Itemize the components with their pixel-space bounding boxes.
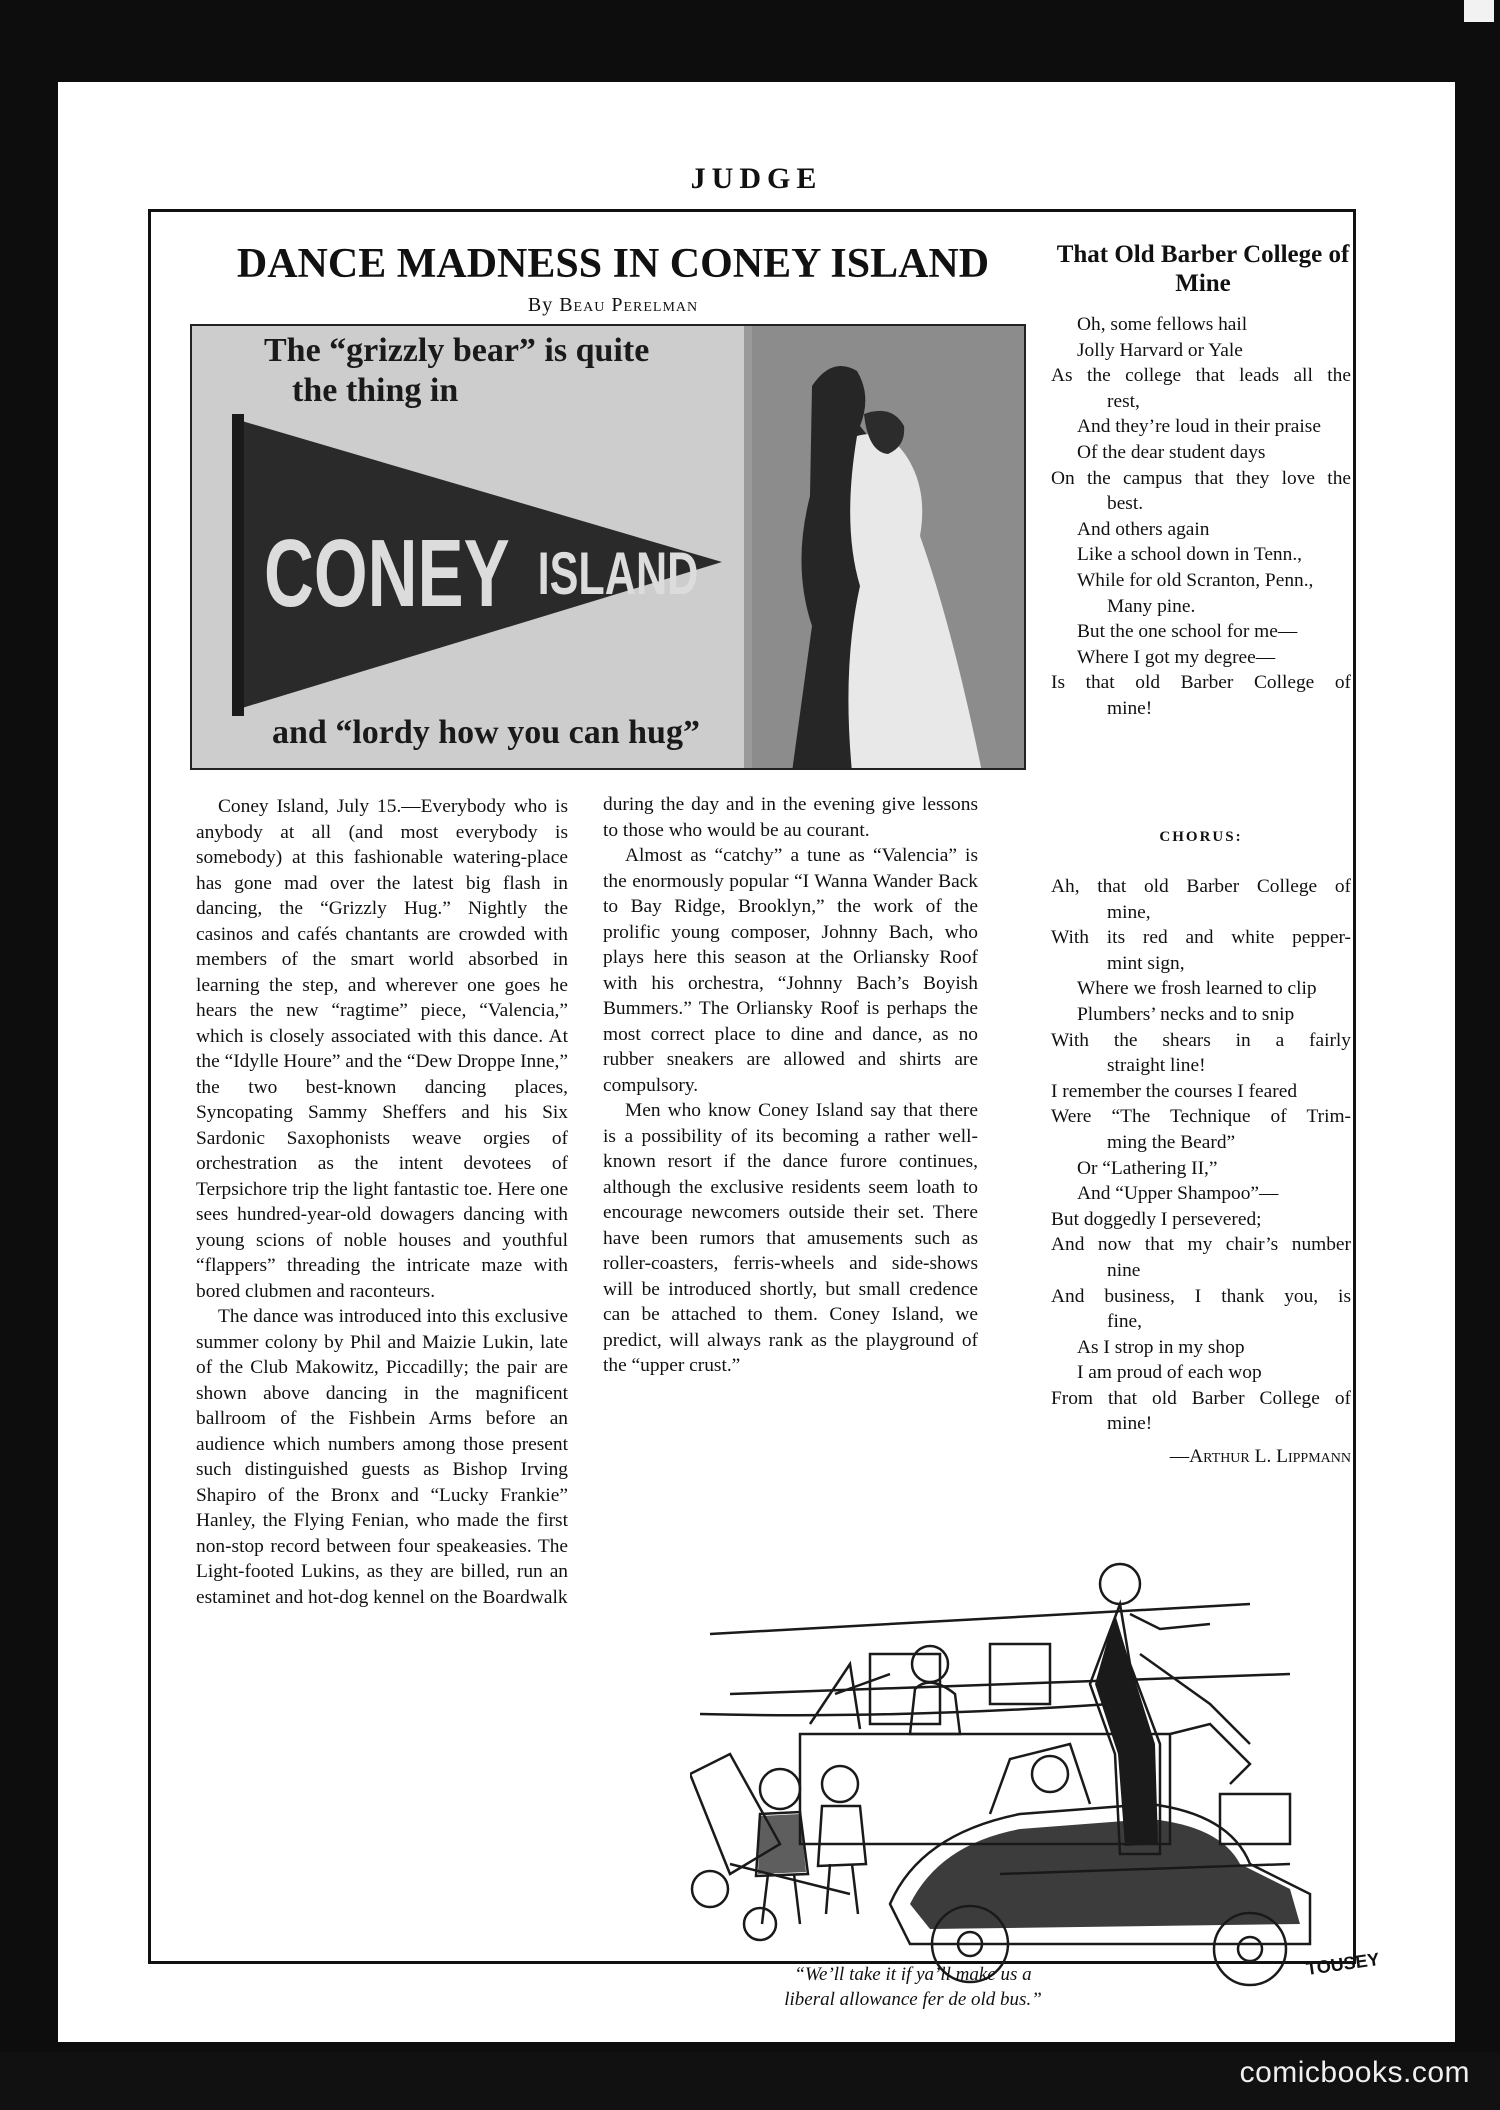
poem-verse-1 bbox=[1051, 312, 1351, 722]
article-paragraph: Men who know Coney Island say that there is a possibility of its becoming a rather well-known resort if the dance furore continues, although the exclusive residents seem loath to encourage newcomers outside their set. There have been rumors that amusements such as roller-coasters, ferris-wheels and side-shows will be introduced shortly, but small credence can be attached to them. Coney Island, we predict, will always rank as the playground of the “upper crust.” bbox=[603, 1100, 978, 1376]
article-illustration bbox=[190, 324, 1026, 770]
article-column-2 bbox=[603, 792, 978, 1379]
poem-line: Many pine. bbox=[1107, 595, 1196, 617]
poem-line: And “Upper Shampoo”— bbox=[1077, 1183, 1279, 1205]
poem-line: rest, bbox=[1107, 390, 1140, 412]
poem-line: mine, bbox=[1107, 901, 1151, 923]
poem-line: With the shears in a fairly bbox=[1051, 1029, 1351, 1051]
poem-line: Jolly Harvard or Yale bbox=[1077, 339, 1243, 361]
author-name: Arthur L. Lippmann bbox=[1189, 1446, 1351, 1467]
poem-line: From that old Barber College of bbox=[1051, 1387, 1351, 1409]
poem-line: As the college that leads all the bbox=[1051, 365, 1351, 387]
poem-chorus bbox=[1051, 874, 1351, 1437]
article-paragraph: Coney Island, July 15.—Everybody who is anybody at all (and most everybody is somebody) at this fashionable watering-place has gone mad over the latest big flash in dancing, the “Grizzly Hug.” Nightly the casinos and cafés chantants are crowded with members of the smart world absorbed in learning the step, and wherever one goes he hears the new “ragtime” piece, “Valencia,” which is closely associated with this dance. At the “Idylle Houre” and the “Dew Droppe Inne,” the two best-known dancing places, Syncopating Sammy Sheffers and his Six Sardonic Saxophonists weave orgies of orchestration as the intent devotees of Terpsichore trip the light fantastic toe. Here one sees hundred-year-old dowagers dancing with young scions of noble houses and youthful “flappers” threading the intricate maze with bored clubmen and raconteurs. bbox=[196, 796, 568, 1302]
poem-line: Where we frosh learned to clip bbox=[1077, 978, 1317, 1000]
author-dash: — bbox=[1169, 1446, 1190, 1467]
poem-line: But the one school for me— bbox=[1077, 621, 1298, 643]
poem-author bbox=[1051, 1446, 1351, 1468]
poem-line: mine! bbox=[1107, 1413, 1153, 1435]
poem-line: While for old Scranton, Penn., bbox=[1077, 569, 1314, 591]
poem-line: But doggedly I persevered; bbox=[1051, 1208, 1262, 1230]
site-watermark: comicbooks.com bbox=[1239, 2056, 1470, 2089]
poem-line: Oh, some fellows hail bbox=[1077, 314, 1248, 335]
svg-text:CONEY: CONEY bbox=[264, 518, 510, 627]
poem-line: best. bbox=[1107, 493, 1144, 515]
cartoon-artist-signature: TOUSEY bbox=[1304, 1948, 1381, 1980]
illustration-caption-bottom: and “lordy how you can hug” bbox=[272, 714, 700, 751]
article-paragraph: during the day and in the evening give lessons to those who would be au courant. bbox=[603, 794, 978, 841]
article-paragraph: Almost as “catchy” a tune as “Valencia” is the enormously popular “I Wanna Wander Back to Bay Ridge, Brooklyn,” the work of the prolific young composer, Johnny Bach, who plays here this season at the Orliansky Roof with his orchestra, “Johnny Bach’s Boyish Bummers.” The Orliansky Roof is perhaps the most correct place to dine and dance, as no rubber sneakers are allowed and shirts are compulsory. bbox=[603, 845, 978, 1096]
caption-line: “We’ll take it if ya’ll make us a bbox=[794, 1964, 1032, 1985]
poem-line: Were “The Technique of Trim- bbox=[1051, 1106, 1351, 1128]
poem-line: And business, I thank you, is bbox=[1051, 1285, 1351, 1307]
cartoon-caption bbox=[708, 1962, 1118, 2012]
poem-line: And others again bbox=[1077, 518, 1210, 540]
poem-line: Plumbers’ necks and to snip bbox=[1077, 1003, 1295, 1025]
illustration-caption-top-2: the thing in bbox=[292, 372, 459, 409]
page-number: 8 bbox=[752, 2060, 761, 2080]
poem-line: I remember the courses I feared bbox=[1051, 1080, 1298, 1102]
chorus-label: CHORUS: bbox=[1159, 829, 1243, 845]
poem-line: mint sign, bbox=[1107, 952, 1185, 974]
poem-line: And they’re loud in their praise bbox=[1077, 416, 1321, 438]
poem-line: Is that old Barber College of bbox=[1051, 672, 1351, 694]
poem-line: ming the Beard” bbox=[1107, 1131, 1236, 1153]
poem-line: And now that my chair’s number bbox=[1051, 1234, 1351, 1256]
poem-line: mine! bbox=[1107, 697, 1153, 719]
byline-prefix: By bbox=[527, 294, 554, 316]
article-paragraph: The dance was introduced into this exclusive summer colony by Phil and Maizie Lukin, late of the Club Makowitz, Piccadilly; the pair are shown above dancing in the magnificent ballroom of the Fishbein Arms before an audience which numbers among those present such distinguished guests as Bishop Irving Shapiro of the Bronx and “Lucky Frankie” Hanley, the Flying Fenian, who made the first non-stop record between four speakeasies. The Light-footed Lukins, as they are billed, run an estaminet and hot-dog kennel on the Boardwalk bbox=[196, 1306, 568, 1608]
masthead: JUDGE bbox=[690, 162, 823, 195]
poem-line: On the campus that they love the bbox=[1051, 467, 1351, 489]
poem-title: That Old Barber College of Mine bbox=[1056, 241, 1350, 297]
article-byline bbox=[178, 294, 1048, 317]
article-headline: DANCE MADNESS IN CONEY ISLAND bbox=[236, 241, 990, 287]
poem-line: Like a school down in Tenn., bbox=[1077, 544, 1303, 566]
poem-line: With its red and white pepper- bbox=[1051, 927, 1351, 949]
poem-line: Ah, that old Barber College of bbox=[1051, 876, 1351, 897]
cartoon-illustration bbox=[690, 1544, 1330, 2014]
caption-line: liberal allowance fer de old bus.” bbox=[784, 1989, 1042, 2010]
scan-edge-tab bbox=[1464, 0, 1494, 22]
article-column-1 bbox=[196, 794, 568, 1610]
poem-line: Of the dear student days bbox=[1077, 441, 1266, 463]
poem-line: I am proud of each wop bbox=[1077, 1362, 1262, 1384]
poem-line: straight line! bbox=[1107, 1055, 1206, 1077]
cartoon-artwork bbox=[690, 1544, 1330, 2014]
poem-line: nine bbox=[1107, 1259, 1141, 1281]
illustration-caption-top: The “grizzly bear” is quite bbox=[264, 332, 650, 369]
poem-line: Where I got my degree— bbox=[1077, 646, 1276, 668]
poem-line: As I strop in my shop bbox=[1077, 1336, 1245, 1358]
poem-line: Or “Lathering II,” bbox=[1077, 1157, 1218, 1179]
poem-line: fine, bbox=[1107, 1311, 1142, 1333]
svg-text:ISLAND: ISLAND bbox=[537, 541, 699, 608]
byline-author: Beau Perelman bbox=[559, 294, 699, 316]
